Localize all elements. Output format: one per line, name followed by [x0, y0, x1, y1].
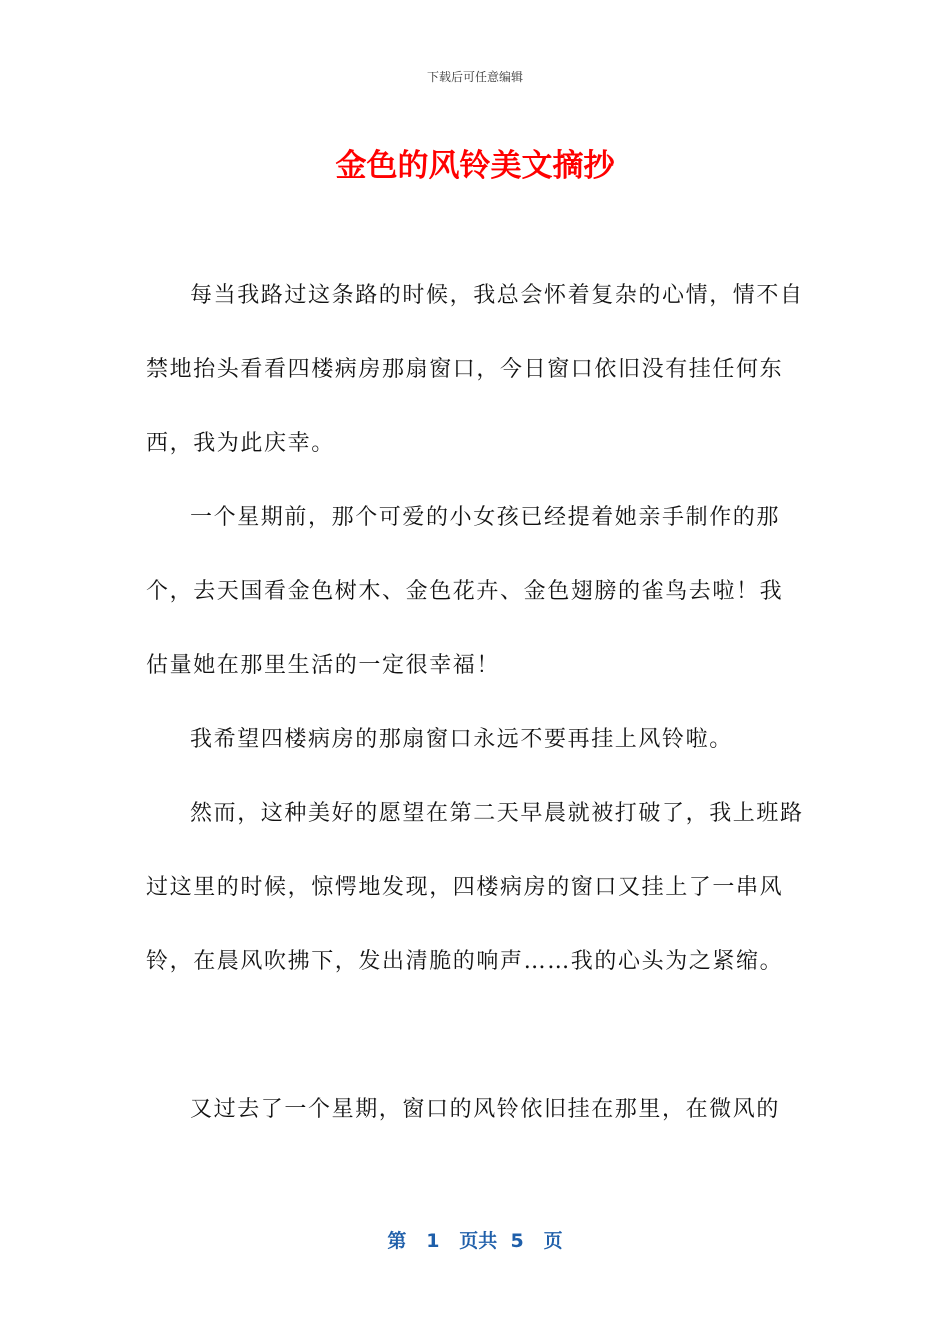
paragraph-2: 一个星期前，那个可爱的小女孩已经提着她亲手制作的那个，去天国看金色树木、金色花卉、金色翅膀的雀鸟去啦！我估量她在那里生活的一定很幸福！	[146, 505, 784, 678]
paragraph-3: 我希望四楼病房的那扇窗口永远不要再挂上风铃啦。	[190, 727, 733, 752]
paragraph-1: 每当我路过这条路的时候，我总会怀着复杂的心情，情不自禁地抬头看看四楼病房那扇窗口，今日窗口依旧没有挂任何东西，我为此庆幸。	[146, 283, 804, 456]
page-label-prefix: 第	[387, 1230, 407, 1252]
document-title: 金色的风铃美文摘抄	[335, 148, 615, 184]
page-label-mid: 页共	[459, 1230, 498, 1252]
header-note: 下载后可任意编辑	[426, 70, 523, 84]
page-footer	[0, 1226, 950, 1253]
paragraph-4: 然而，这种美好的愿望在第二天早晨就被打破了，我上班路过这里的时候，惊愕地发现，四楼病房的窗口又挂上了一串风铃，在晨风吹拂下，发出清脆的响声……我的心头为之紧缩。	[146, 801, 804, 974]
total-pages: 5	[510, 1230, 524, 1252]
page-number: 1	[426, 1230, 440, 1252]
paragraph-5: 又过去了一个星期，窗口的风铃依旧挂在那里，在微风的	[190, 1097, 781, 1122]
page-label-suffix: 页	[543, 1230, 563, 1252]
document-body	[146, 259, 806, 1147]
